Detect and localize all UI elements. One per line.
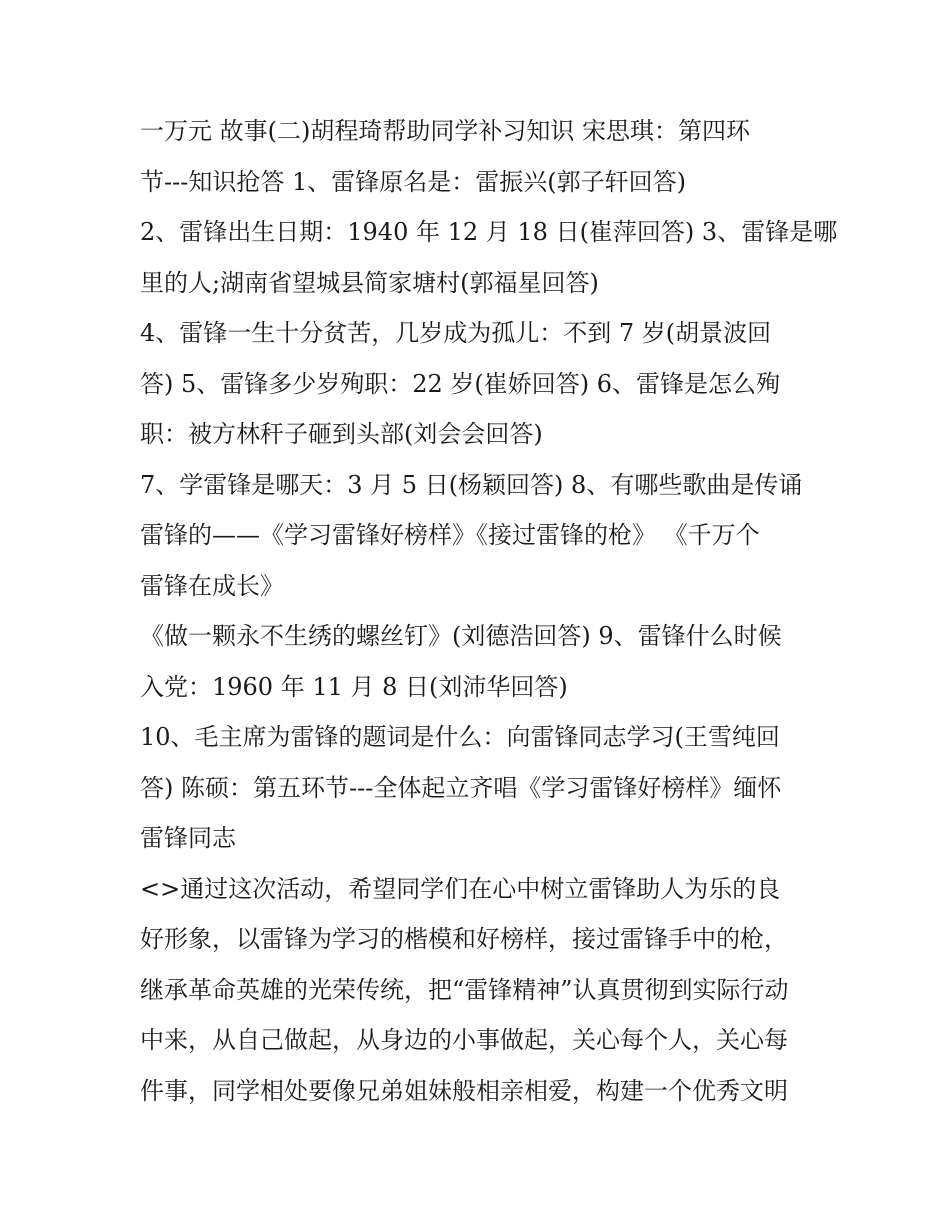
text-line: 7、学雷锋是哪天：3 月 5 日(杨颖回答) 8、有哪些歌曲是传诵 [140,470,803,499]
text-line: 雷锋在成长》 [140,571,284,600]
text-line: 答) 5、雷锋多少岁殉职：22 岁(崔娇回答) 6、雷锋是怎么殉 [140,369,781,398]
text-line: 件事，同学相处要像兄弟姐妹般相亲相爱，构建一个优秀文明 [140,1076,788,1105]
text-line: 雷锋同志 [140,824,236,852]
text-line: 里的人;湖南省望城县简家塘村(郭福星回答) [140,268,599,297]
text-line: 职：被方林秆子砸到头部(刘会会回答) [140,420,543,448]
text-line: 雷锋的——《学习雷锋好榜样》《接过雷锋的枪》 《千万个 [140,521,760,549]
text-line: 好形象，以雷锋为学习的楷模和好榜样，接过雷锋手中的枪， [140,925,788,953]
text-line: 继承革命英雄的光荣传统，把“雷锋精神”认真贯彻到实际行动 [140,975,789,1004]
document-body [140,106,838,1116]
text-line: 答) 陈硕：第五环节---全体起立齐唱《学习雷锋好榜样》缅怀 [140,773,782,802]
text-line: 2、雷锋出生日期：1940 年 12 月 18 日(崔萍回答) 3、雷锋是哪 [140,218,838,246]
text-line: 一万元 故事(二)胡程琦帮助同学补习知识 宋思琪：第四环 [140,117,750,145]
text-line: 节---知识抢答 1、雷锋原名是：雷振兴(郭子轩回答) [140,167,686,196]
text-line: 《做一颗永不生绣的螺丝钉》(刘德浩回答) 9、雷锋什么时候 [140,622,782,650]
text-line: 中来，从自己做起，从身边的小事做起，关心每个人，关心每 [140,1026,788,1054]
text-line: 10、毛主席为雷锋的题词是什么：向雷锋同志学习(王雪纯回 [140,723,780,751]
text-line: 4、雷锋一生十分贫苦，几岁成为孤儿：不到 7 岁(胡景波回 [140,319,772,347]
text-line: 入党：1960 年 11 月 8 日(刘沛华回答) [140,672,568,701]
text-line: <>通过这次活动，希望同学们在心中树立雷锋助人为乐的良 [140,874,781,903]
